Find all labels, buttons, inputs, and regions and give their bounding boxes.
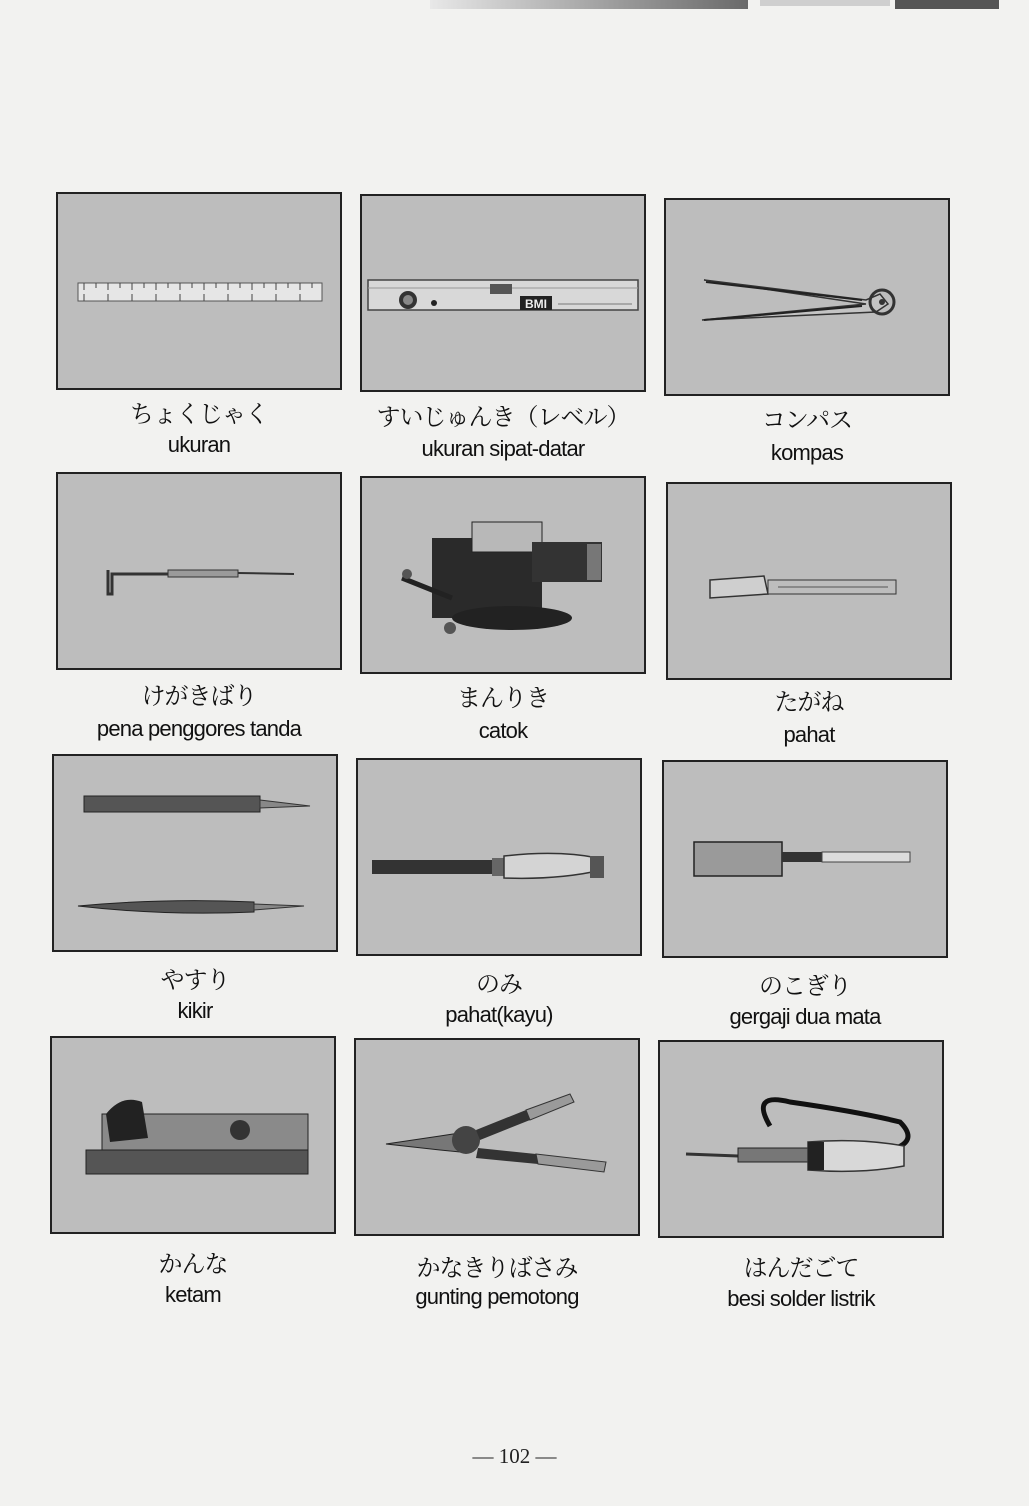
tool-name-japanese: かんな (158, 1250, 228, 1278)
wood-chisel-photo (356, 758, 642, 956)
tool-name-japanese: けがきばり (141, 682, 257, 710)
tool-name-indonesian: catok (478, 718, 528, 743)
tool-name-indonesian: pena penggores tanda (96, 716, 302, 741)
top-edge-bar (430, 0, 748, 9)
tool-name-japanese: のこぎり (759, 972, 851, 1000)
files-icon (54, 756, 336, 950)
tool-name-indonesian: kompas (770, 440, 844, 465)
tool-name-japanese: のみ (476, 970, 522, 998)
level-brand-text: BMI (525, 297, 547, 311)
soldering-iron-icon (660, 1042, 942, 1236)
hand-plane-icon (52, 1038, 334, 1232)
tool-name-indonesian: gergaji dua mata (729, 1004, 881, 1029)
saw-icon (664, 762, 946, 956)
tool-name-indonesian: pahat (783, 722, 835, 747)
soldering-iron-photo (658, 1040, 944, 1238)
scriber-photo (56, 472, 342, 670)
spirit-level-photo (360, 194, 646, 392)
steel-ruler-icon (58, 194, 340, 388)
tool-name-japanese: ちょくじゃく (130, 400, 268, 428)
tool-name-japanese: コンパス (761, 406, 853, 434)
ruler-photo (56, 192, 342, 390)
plane-photo (50, 1036, 336, 1234)
cold-chisel-icon (668, 484, 950, 678)
tool-name-indonesian: ukuran sipat-datar (421, 436, 585, 461)
top-edge-bar (895, 0, 999, 9)
saw-photo (662, 760, 948, 958)
tool-name-japanese: すいじゅんき（レベル） (376, 403, 630, 431)
tin-snips-photo (354, 1038, 640, 1236)
bench-vise-icon (362, 478, 644, 672)
tool-name-indonesian: ukuran (167, 432, 231, 457)
cold-chisel-photo (666, 482, 952, 680)
tool-name-japanese: やすり (160, 966, 230, 994)
spirit-level-icon (362, 196, 644, 390)
tool-name-japanese: かなきりばさみ (416, 1254, 578, 1282)
tool-name-indonesian: kikir (177, 998, 213, 1023)
tool-name-indonesian: pahat(kayu) (445, 1002, 553, 1027)
page-number: — 102 — (472, 1444, 557, 1468)
wood-chisel-icon (358, 760, 640, 954)
files-photo (52, 754, 338, 952)
vise-photo (360, 476, 646, 674)
tool-name-indonesian: ketam (165, 1282, 221, 1307)
tool-name-japanese: たがね (774, 688, 844, 716)
tool-name-indonesian: gunting pemotong (415, 1284, 579, 1309)
scriber-icon (58, 474, 340, 668)
tool-name-japanese: まんりき (457, 684, 549, 712)
compass-divider-icon (666, 200, 948, 394)
top-edge-bar (760, 0, 890, 6)
tool-name-japanese: はんだごて (743, 1254, 859, 1282)
tin-snips-icon (356, 1040, 638, 1234)
tool-name-indonesian: besi solder listrik (727, 1286, 875, 1311)
compass-photo (664, 198, 950, 396)
